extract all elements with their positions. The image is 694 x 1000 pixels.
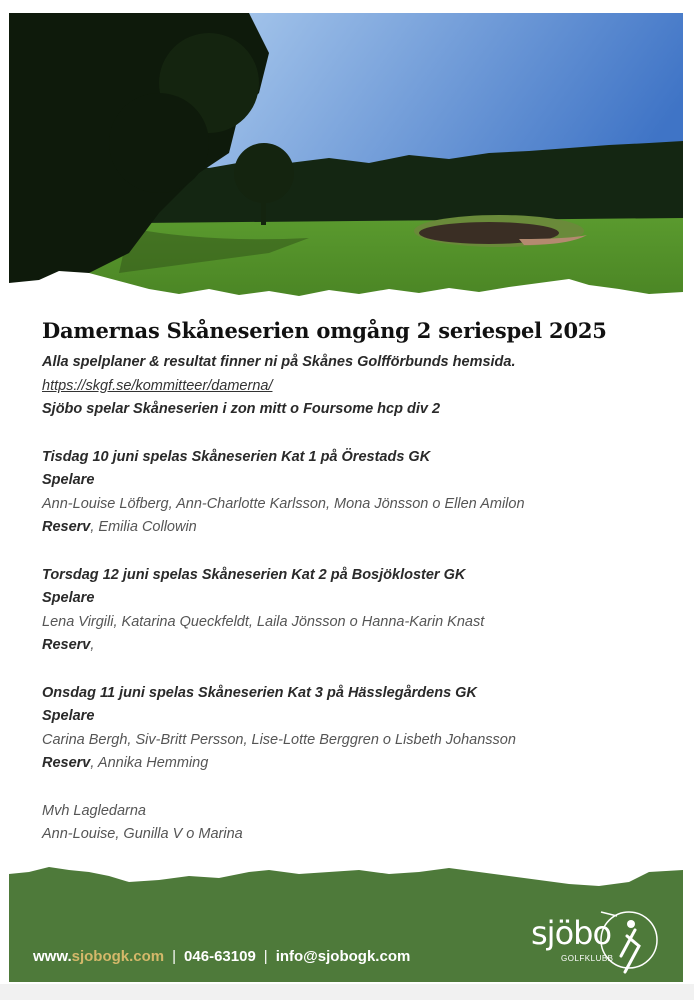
match-heading: Torsdag 12 juni spelas Skåneserien Kat 2 på Bosjökloster GK [42, 566, 466, 583]
match-block [42, 446, 662, 540]
reserve-name: , Emilia Collowin [90, 519, 197, 535]
separator: | [263, 948, 268, 965]
match-block [42, 564, 662, 658]
page-title: Damernas Skåneserien omgång 2 seriespel 2025 [42, 318, 607, 343]
match-block [42, 682, 662, 776]
reserve-label: Reserv [42, 755, 91, 771]
players-label: Spelare [42, 472, 95, 488]
club-logo [531, 906, 661, 978]
logo-subtitle: GOLFKLUBB [561, 954, 614, 963]
zone-text: Sjöbo spelar Skåneserien i zon mitt o Foursome hcp div 2 [42, 401, 441, 417]
players-list: Lena Virgili, Katarina Queckfeldt, Laila Jönsson o Hanna-Karin Knast [42, 613, 485, 630]
players-list: Ann-Louise Löfberg, Ann-Charlotte Karlsson, Mona Jönsson o Ellen Amilon [42, 495, 525, 512]
golfer-icon [591, 906, 661, 978]
signoff-greeting: Mvh Lagledarna [42, 802, 146, 819]
skgf-link[interactable]: https://skgf.se/kommitteer/damerna/ [42, 377, 273, 394]
article [42, 318, 662, 847]
footer-banner [9, 862, 683, 982]
hero-photo [9, 13, 683, 303]
match-heading: Tisdag 10 juni spelas Skåneserien Kat 1 på Örestads GK [42, 448, 431, 465]
reserve-name: , Annika Hemming [90, 755, 209, 771]
players-list: Carina Bergh, Siv-Britt Persson, Lise-Lotte Berggren o Lisbeth Johansson [42, 731, 516, 748]
reserve-label: Reserv [42, 637, 91, 653]
match-heading: Onsdag 11 juni spelas Skåneserien Kat 3 på Hässlegårdens GK [42, 684, 477, 701]
players-label: Spelare [42, 590, 95, 606]
phone-number[interactable]: 046-63109 [184, 948, 256, 965]
players-label: Spelare [42, 708, 95, 724]
contact-line [33, 948, 410, 965]
intro-text: Alla spelplaner & resultat finner ni på Skånes Golfförbunds hemsida. [42, 354, 516, 370]
email-link[interactable]: info@sjobogk.com [275, 948, 411, 965]
separator: | [172, 948, 177, 965]
website-link[interactable]: www.sjobogk.com [33, 948, 165, 965]
golf-course-image [9, 13, 683, 303]
reserve-name: , [90, 637, 95, 653]
page-bottom-edge [0, 984, 694, 1000]
logo-wordmark: sjöbo [531, 914, 612, 952]
signoff-names: Ann-Louise, Gunilla V o Marina [42, 826, 243, 842]
reserve-label: Reserv [42, 519, 91, 535]
